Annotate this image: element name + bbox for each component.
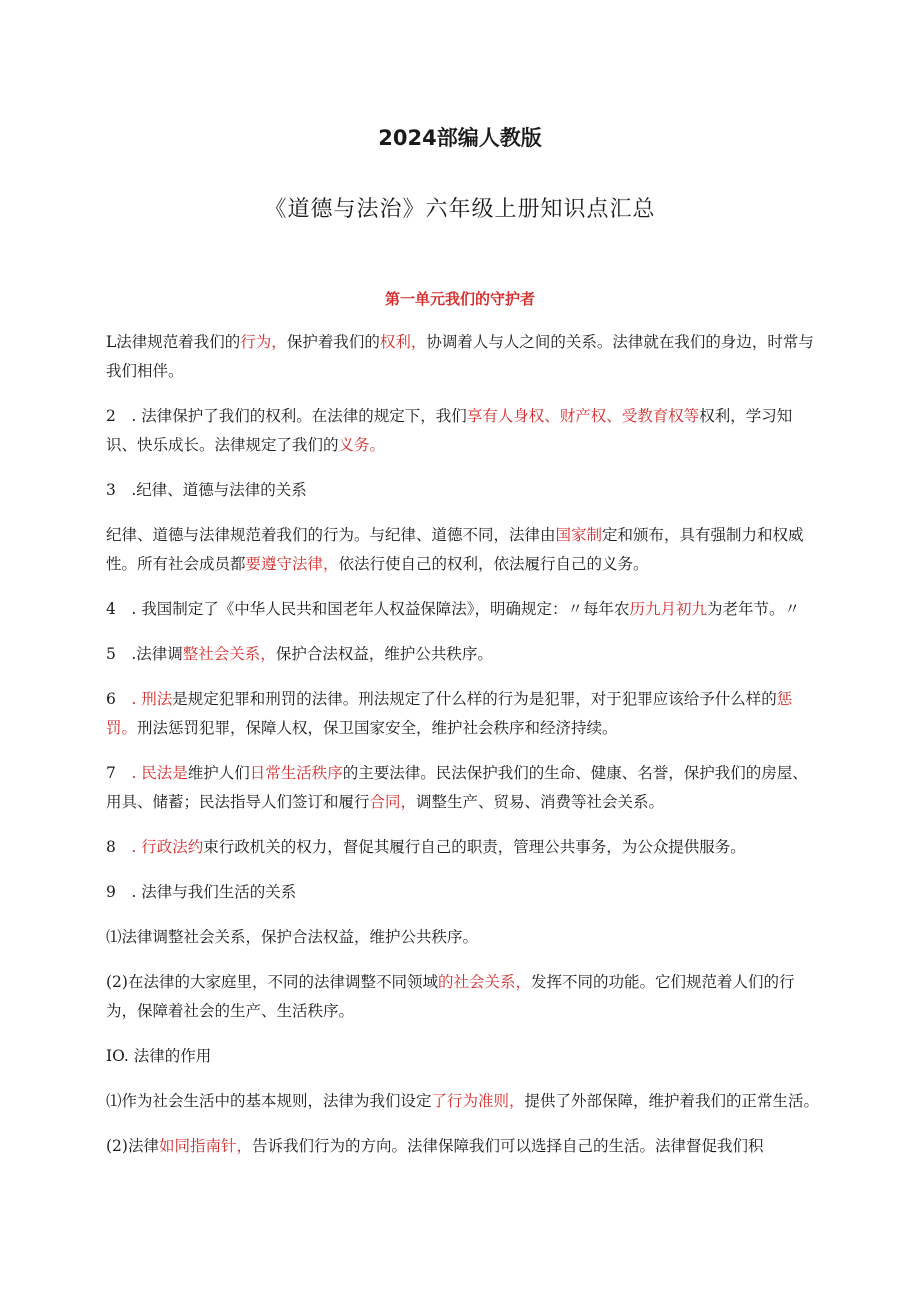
paragraph-7: 7 . 民法是维护人们日常生活秩序的主要法律。民法保护我们的生命、健康、名誉，保护我们的房屋、用具、储蓄；民法指导人们签订和履行合同，调整生产、贸易、消费等社会关系。	[106, 764, 808, 811]
paragraph-9-2: (2)在法律的大家庭里，不同的法律调整不同领域的社会关系，发挥不同的功能。它们规范着人们的行为，保障着社会的生产、生活秩序。	[106, 973, 795, 1020]
document-subtitle: 《道德与法治》六年级上册知识点汇总	[264, 197, 656, 222]
paragraph-3-body: 纪律、道德与法律规范着我们的行为。与纪律、道德不同，法律由国家制定和颁布，具有强制力和权威性。所有社会成员都要遵守法律，依法行使自己的权利，依法履行自己的义务。	[106, 526, 804, 573]
paragraph-10: IO. 法律的作用	[106, 1047, 212, 1065]
paragraph-3: 3 .纪律、道德与法律的关系	[106, 481, 307, 499]
unit-heading: 第一单元我们的守护者	[384, 290, 535, 308]
paragraph-9-1: ⑴法律调整社会关系，保护合法权益，维护公共秩序。	[106, 928, 479, 946]
paragraph-10-1: ⑴作为社会生活中的基本规则，法律为我们设定了行为准则，提供了外部保障，维护着我们的正常生活。	[106, 1092, 820, 1110]
paragraph-1: L法律规范着我们的行为，保护着我们的权利，协调着人与人之间的关系。法律就在我们的身边，时常与我们相伴。	[106, 333, 814, 380]
paragraph-9: 9 . 法律与我们生活的关系	[106, 883, 297, 901]
document-title: 2024部编人教版	[378, 126, 542, 150]
paragraph-8: 8 . 行政法约束行政机关的权力，督促其履行自己的职责，管理公共事务，为公众提供服务。	[106, 838, 746, 856]
paragraph-5: 5 .法律调整社会关系，保护合法权益，维护公共秩序。	[106, 645, 493, 663]
paragraph-2: 2 . 法律保护了我们的权利。在法律的规定下，我们享有人身权、财产权、受教育权等权利，学习知识、快乐成长。法律规定了我们的义务。	[106, 407, 793, 454]
paragraph-6: 6 . 刑法是规定犯罪和刑罚的法律。刑法规定了什么样的行为是犯罪，对于犯罪应该给予什么样的惩罚。刑法惩罚犯罪，保障人权，保卫国家安全，维护社会秩序和经济持续。	[106, 690, 793, 737]
paragraph-4: 4 . 我国制定了《中华人民共和国老年人权益保障法》，明确规定：〃每年农历九月初九为老年节。〃	[106, 600, 800, 618]
document-body	[106, 328, 822, 1177]
paragraph-10-2: (2)法律如同指南针，告诉我们行为的方向。法律保障我们可以选择自己的生活。法律督促我们积	[106, 1137, 764, 1155]
